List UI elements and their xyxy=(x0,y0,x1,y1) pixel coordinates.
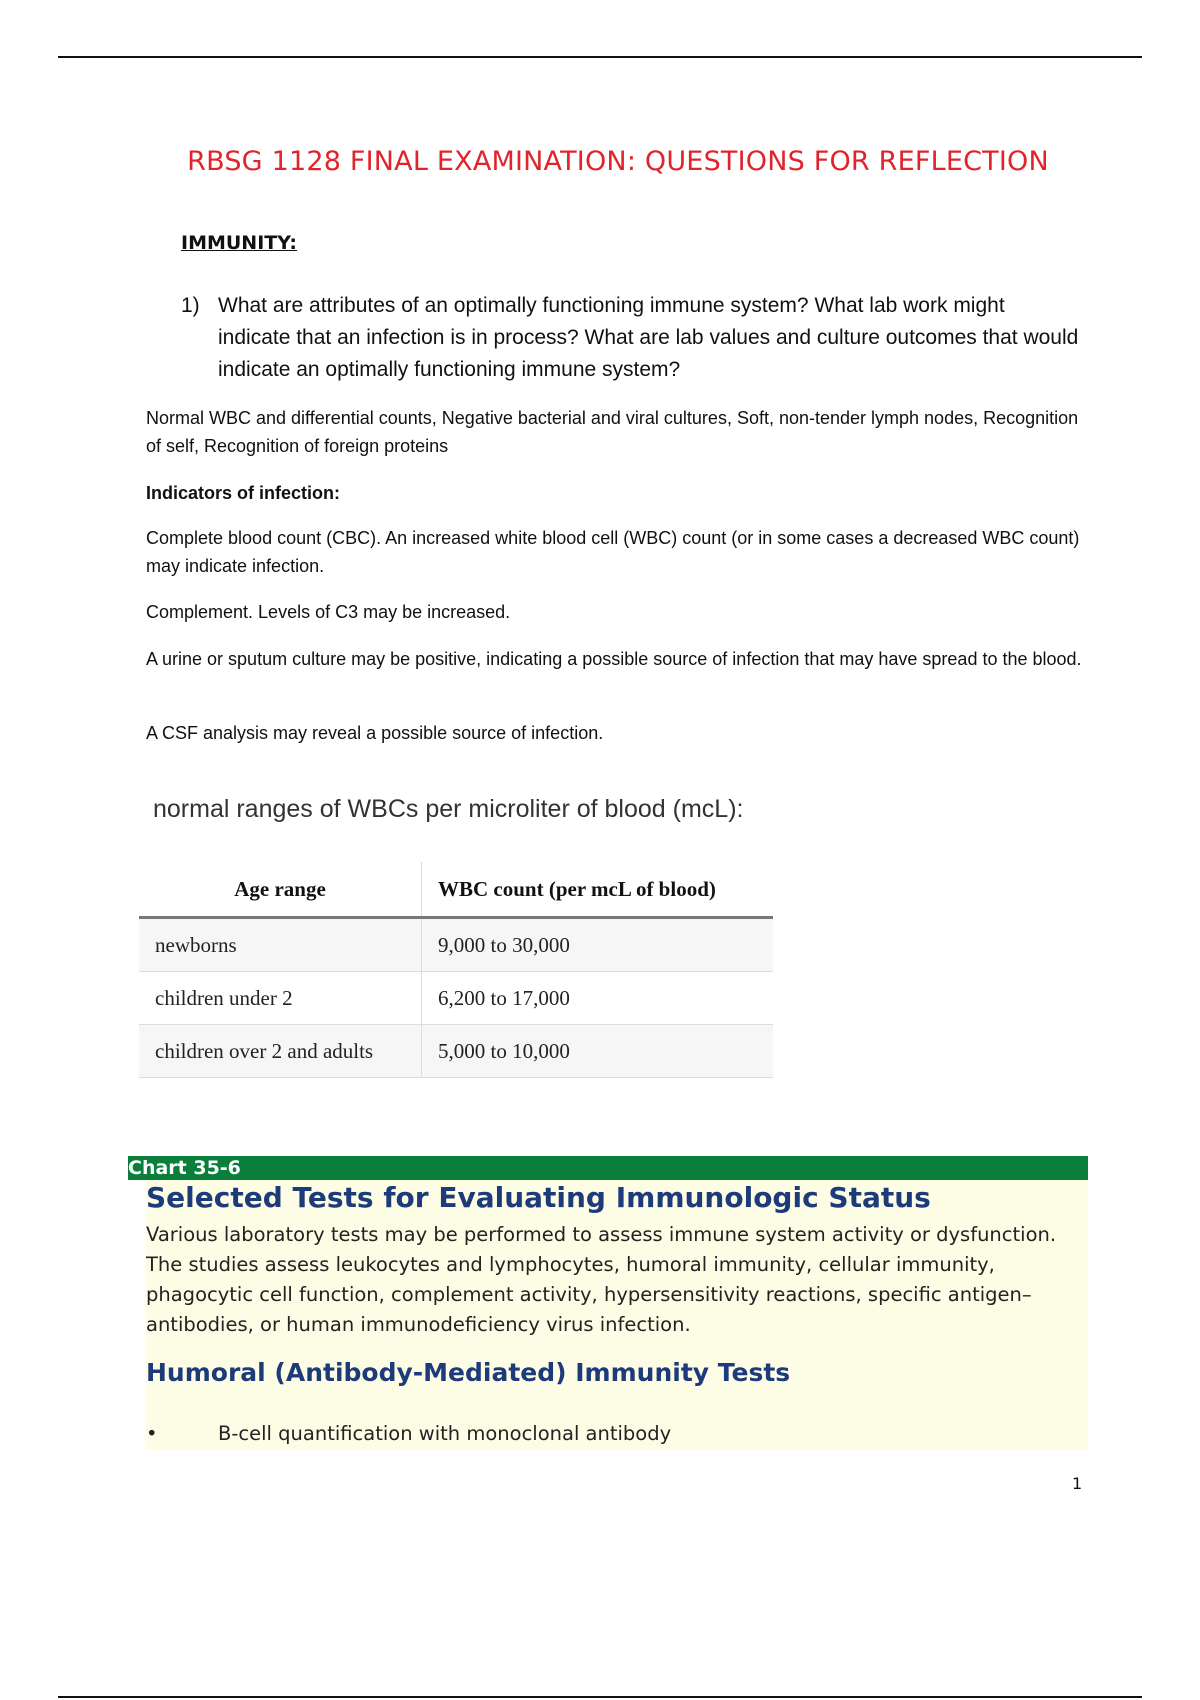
table-row xyxy=(139,1025,773,1078)
cbc-paragraph: Complete blood count (CBC). An increased white blood cell (WBC) count (or in some cases a decreased WBC count) may indicate infection. xyxy=(146,528,1080,576)
table-cell: children over 2 and adults xyxy=(139,1025,422,1078)
csf-paragraph: A CSF analysis may reveal a possible source of infection. xyxy=(146,723,604,743)
table-row xyxy=(139,972,773,1025)
complement-paragraph: Complement. Levels of C3 may be increased. xyxy=(146,602,511,622)
wbc-ranges-heading: normal ranges of WBCs per microliter of blood (mcL): xyxy=(153,795,744,823)
section-heading-immunity: IMMUNITY: xyxy=(181,232,297,254)
culture-paragraph: A urine or sputum culture may be positive, indicating a possible source of infection that may have spread to the blood. xyxy=(146,649,1082,669)
attributes-paragraph: Normal WBC and differential counts, Negative bacterial and viral cultures, Soft, non-tender lymph nodes, Recognition of self, Recognition of foreign proteins xyxy=(146,408,1079,456)
column-header-wbc-count: WBC count (per mcL of blood) xyxy=(422,862,773,918)
question-text: What are attributes of an optimally functioning immune system? What lab work might indicate that an infection is in process? What are lab values and culture outcomes that would indicate an optimally functioning immune system? xyxy=(218,294,1079,381)
chart-subheading: Humoral (Antibody-Mediated) Immunity Tests xyxy=(146,1358,791,1387)
question-1 xyxy=(181,290,1081,386)
table-cell: newborns xyxy=(139,918,422,972)
bullet-icon: • xyxy=(146,1422,158,1445)
page-title: RBSG 1128 FINAL EXAMINATION: QUESTIONS FOR REFLECTION xyxy=(187,146,1049,177)
wbc-ranges-table xyxy=(139,862,773,1078)
bottom-rule xyxy=(58,1696,1142,1698)
column-header-age-range: Age range xyxy=(139,862,422,918)
table-cell: children under 2 xyxy=(139,972,422,1025)
table-cell: 6,200 to 17,000 xyxy=(422,972,773,1025)
chart-description: Various laboratory tests may be performed to assess immune system activity or dysfunction. The studies assess leukocytes and lymphocytes, humoral immunity, cellular immunity, phagocytic cell function, complement activity, hypersensitivity reactions, specific antigen–antibodies, or human immunodeficiency virus infection. xyxy=(146,1223,1057,1336)
table-cell: 5,000 to 10,000 xyxy=(422,1025,773,1078)
indicators-heading: Indicators of infection: xyxy=(146,483,341,503)
chart-label-bar: Chart 35-6 xyxy=(128,1156,1088,1180)
question-number: 1) xyxy=(181,294,200,317)
top-rule xyxy=(58,56,1142,58)
table-cell: 9,000 to 30,000 xyxy=(422,918,773,972)
page-number: 1 xyxy=(1072,1474,1083,1493)
list-item-text: B-cell quantification with monoclonal antibody xyxy=(218,1422,672,1445)
list-item xyxy=(146,1422,671,1445)
table-row xyxy=(139,918,773,972)
chart-title: Selected Tests for Evaluating Immunologic Status xyxy=(146,1181,931,1214)
table-header-row xyxy=(139,862,773,918)
